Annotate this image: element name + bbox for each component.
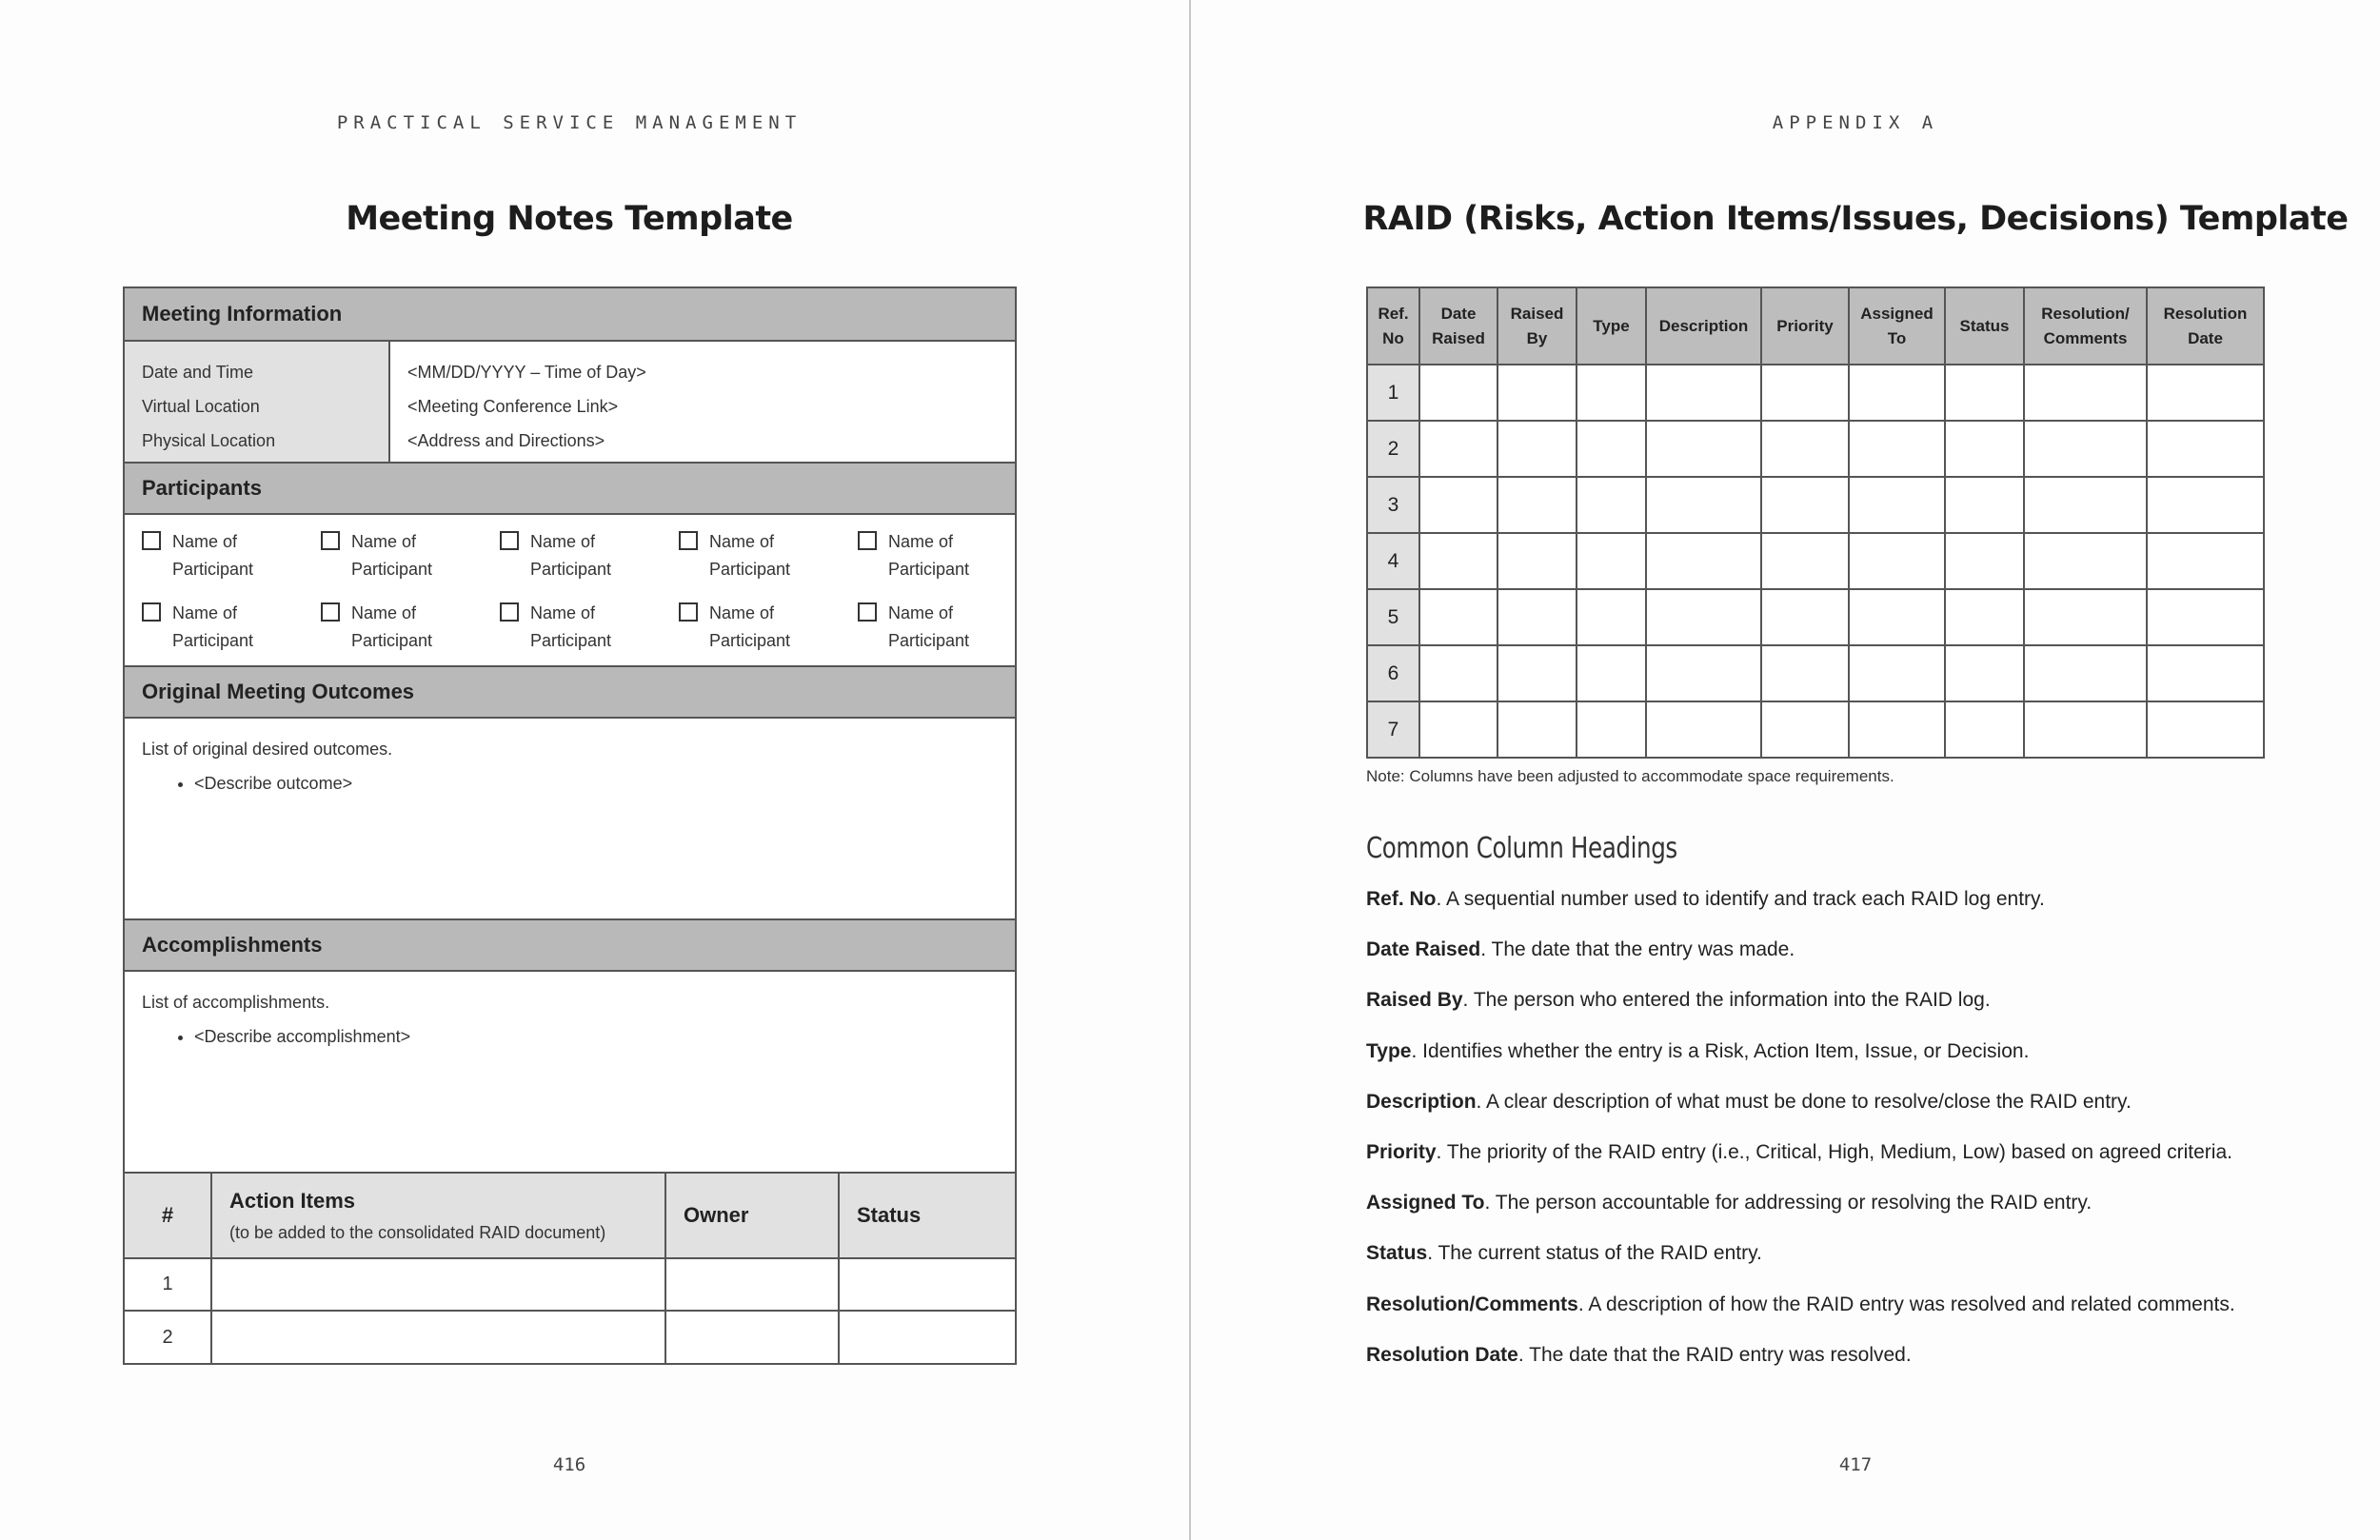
definition-text: . A clear description of what must be done to resolve/close the RAID entry. [1476,1090,2132,1113]
info-label-date: Date and Time [142,363,254,382]
table-row [1367,421,2264,477]
definition-term: Description [1366,1090,1477,1113]
raid-cell[interactable] [1577,365,1646,421]
raid-cell[interactable] [2024,421,2147,477]
left-page [0,0,1189,1540]
raid-cell[interactable] [1419,533,1497,589]
raid-cell[interactable] [1577,701,1646,758]
raid-cell[interactable] [1577,589,1646,645]
raid-cell[interactable] [2024,477,2147,533]
participant-checkbox[interactable] [321,602,340,622]
raid-cell[interactable] [2147,589,2264,645]
definition-term: Priority [1366,1140,1437,1163]
raid-cell[interactable] [2147,533,2264,589]
raid-cell[interactable] [1646,701,1761,758]
meeting-notes-title: Meeting Notes Template [346,200,793,238]
page-number-right: 417 [1838,1454,1873,1475]
definition-text: . The person who entered the information into the RAID log. [1462,989,1991,1012]
info-label-virtual: Virtual Location [142,397,260,416]
raid-cell[interactable] [1577,645,1646,701]
definition-item [1366,1192,2328,1242]
action-col-items-sub: (to be added to the consolidated RAID document) [229,1222,606,1242]
raid-cell[interactable] [1646,589,1761,645]
raid-ref-number: 6 [1367,645,1419,701]
definition-item [1366,888,2328,938]
participant-item[interactable] [500,600,679,671]
raid-ref-number: 5 [1367,589,1419,645]
raid-cell[interactable] [1761,589,1849,645]
definition-item [1366,1141,2328,1192]
action-col-items [211,1173,665,1258]
participant-label: Name of Participant [888,603,970,650]
raid-cell[interactable] [1945,701,2024,758]
table-row [1367,701,2264,758]
outcomes-heading: Original Meeting Outcomes [125,665,1015,719]
participant-label: Name of Participant [530,532,612,579]
page-number-left: 416 [552,1454,586,1475]
raid-cell[interactable] [1761,477,1849,533]
definition-item [1366,1293,2328,1344]
raid-cell[interactable] [1646,421,1761,477]
raid-cell[interactable] [1849,589,1945,645]
definition-text: . The current status of the RAID entry. [1427,1242,1762,1265]
raid-cell[interactable] [1497,645,1577,701]
raid-col-header [1577,287,1646,365]
definition-term: Raised By [1366,989,1463,1012]
participant-item[interactable] [500,528,679,600]
participant-item[interactable] [679,600,858,671]
raid-cell[interactable] [1419,365,1497,421]
raid-header-row [1367,287,2264,365]
raid-cell[interactable] [2147,645,2264,701]
raid-cell[interactable] [1849,701,1945,758]
raid-cell[interactable] [1945,645,2024,701]
participant-item[interactable] [679,528,858,600]
participant-label: Name of Participant [530,603,612,650]
action-col-owner: Owner [665,1173,839,1258]
raid-col-header [1761,287,1849,365]
action-row-number: 1 [125,1258,211,1311]
table-row [1367,533,2264,589]
raid-col-header [1367,287,1419,365]
participant-item[interactable] [321,600,500,671]
raid-cell[interactable] [1761,645,1849,701]
raid-ref-number: 3 [1367,477,1419,533]
raid-cell[interactable] [1945,365,2024,421]
participant-checkbox[interactable] [679,531,698,550]
raid-table [1366,286,2265,759]
definition-item [1366,1242,2328,1293]
raid-col-header-line: No [1382,328,1404,347]
meeting-information-heading: Meeting Information [125,288,1015,342]
raid-col-header-line: Status [1959,316,2010,335]
definition-text: . The date that the RAID entry was resolved. [1517,1343,1912,1366]
info-value-date: <MM/DD/YYYY – Time of Day> [407,363,646,382]
table-row [125,1311,1015,1363]
participant-item[interactable] [858,600,1037,671]
definition-term: Resolution Date [1366,1343,1518,1366]
raid-col-header-line: Date [1440,304,1477,323]
raid-cell[interactable] [1945,533,2024,589]
raid-cell[interactable] [1646,477,1761,533]
definition-text: . The priority of the RAID entry (i.e., Critical, High, Medium, Low) based on agreed criteria. [1436,1140,2232,1163]
definition-text: . The person accountable for addressing or resolving the RAID entry. [1484,1192,2092,1214]
accomplishments-box[interactable] [125,972,1015,1172]
raid-cell[interactable] [1497,701,1577,758]
table-row [1367,645,2264,701]
participant-checkbox[interactable] [679,602,698,622]
raid-cell[interactable] [1646,533,1761,589]
raid-col-header-line: By [1526,328,1548,347]
raid-col-header-line: Raised [1432,328,1485,347]
raid-col-header-line: Raised [1510,304,1564,323]
participant-checkbox[interactable] [858,602,877,622]
accomplishments-heading: Accomplishments [125,918,1015,972]
definition-text: . The date that the entry was made. [1480,938,1795,961]
raid-col-header-line: Description [1658,316,1749,335]
raid-cell[interactable] [1497,365,1577,421]
action-status-cell[interactable] [839,1311,1015,1363]
definitions-list [1366,888,2328,1394]
raid-cell[interactable] [2147,365,2264,421]
outcomes-intro: List of original desired outcomes. [142,740,393,759]
raid-cell[interactable] [1945,589,2024,645]
meeting-notes-form [123,286,1017,1365]
raid-col-header [1849,287,1945,365]
raid-cell[interactable] [1849,533,1945,589]
raid-col-header [1419,287,1497,365]
raid-cell[interactable] [1497,589,1577,645]
participant-label: Name of Participant [172,532,254,579]
participant-item[interactable] [142,528,321,600]
action-items-table [125,1172,1015,1363]
participant-checkbox[interactable] [142,531,161,550]
raid-ref-number: 4 [1367,533,1419,589]
table-row [1367,365,2264,421]
definition-term: Date Raised [1366,938,1481,961]
participant-label: Name of Participant [172,603,254,650]
participant-label: Name of Participant [351,532,433,579]
raid-col-header-line: Assigned [1860,304,1934,323]
raid-cell[interactable] [1497,421,1577,477]
raid-cell[interactable] [1419,701,1497,758]
raid-ref-number: 7 [1367,701,1419,758]
raid-cell[interactable] [1577,477,1646,533]
raid-cell[interactable] [1419,645,1497,701]
raid-cell[interactable] [1761,365,1849,421]
raid-cell[interactable] [1945,421,2024,477]
raid-cell[interactable] [2147,477,2264,533]
participant-checkbox[interactable] [321,531,340,550]
raid-cell[interactable] [1577,421,1646,477]
info-values-column [390,342,1015,462]
info-label-physical: Physical Location [142,431,276,450]
raid-cell[interactable] [1849,477,1945,533]
participant-checkbox[interactable] [142,602,161,622]
participant-checkbox[interactable] [500,602,519,622]
common-column-headings-title: Common Column Headings [1366,832,1677,865]
raid-cell[interactable] [2024,701,2147,758]
raid-cell[interactable] [1761,533,1849,589]
action-col-number: # [125,1173,211,1258]
right-page [1191,0,2380,1540]
action-row-number: 2 [125,1311,211,1363]
raid-col-header [1497,287,1577,365]
outcome-bullet: • <Describe outcome> [194,766,998,800]
accomplishments-list [194,1019,998,1054]
definition-term: Assigned To [1366,1192,1485,1214]
outcomes-list [194,766,998,800]
definition-item [1366,938,2328,989]
table-row [1367,477,2264,533]
definition-item [1366,1344,2328,1394]
raid-cell[interactable] [1849,421,1945,477]
raid-cell[interactable] [1419,589,1497,645]
meeting-information-grid [125,342,1015,462]
raid-cell[interactable] [1945,477,2024,533]
accomplishment-bullet: • <Describe accomplishment> [194,1019,998,1054]
running-head-left: PRACTICAL SERVICE MANAGEMENT [336,112,803,133]
raid-cell[interactable] [1577,533,1646,589]
table-row [125,1258,1015,1311]
definition-item [1366,1040,2328,1091]
raid-col-header [1945,287,2024,365]
raid-cell[interactable] [2147,421,2264,477]
raid-note: Note: Columns have been adjusted to accommodate space requirements. [1366,767,1894,785]
participant-checkbox[interactable] [500,531,519,550]
raid-col-header [2024,287,2147,365]
raid-ref-number: 2 [1367,421,1419,477]
definition-text: . Identifies whether the entry is a Risk, Action Item, Issue, or Decision. [1411,1039,2030,1062]
running-head-right: APPENDIX A [1772,112,1939,133]
raid-cell[interactable] [2024,365,2147,421]
outcomes-box[interactable] [125,719,1015,918]
raid-cell[interactable] [2024,533,2147,589]
participants-grid [125,515,1015,665]
participant-item[interactable] [142,600,321,671]
raid-col-header-line: Priority [1776,316,1834,335]
raid-col-header [1646,287,1761,365]
participants-heading: Participants [125,462,1015,515]
action-item-cell[interactable] [211,1311,665,1363]
raid-col-header-line: Resolution/ [2041,304,2130,323]
raid-cell[interactable] [1497,477,1577,533]
action-items-header-row [125,1173,1015,1258]
action-owner-cell[interactable] [665,1258,839,1311]
participant-label: Name of Participant [351,603,433,650]
raid-cell[interactable] [1646,645,1761,701]
definition-text: . A description of how the RAID entry was resolved and related comments. [1577,1293,2235,1315]
definition-term: Resolution/Comments [1366,1293,1578,1315]
raid-cell[interactable] [2024,645,2147,701]
raid-col-header [2147,287,2264,365]
participant-label: Name of Participant [888,532,970,579]
action-item-cell[interactable] [211,1258,665,1311]
raid-cell[interactable] [1761,421,1849,477]
definition-text: . A sequential number used to identify and track each RAID log entry. [1436,888,2045,910]
participant-item[interactable] [321,528,500,600]
raid-cell[interactable] [1419,477,1497,533]
raid-cell[interactable] [1849,645,1945,701]
raid-cell[interactable] [1419,421,1497,477]
raid-cell[interactable] [2147,701,2264,758]
participant-label: Name of Participant [709,603,791,650]
definition-term: Ref. No [1366,888,1437,910]
accomplishments-intro: List of accomplishments. [142,993,330,1012]
raid-col-header-line: Date [2188,328,2223,347]
definition-item [1366,989,2328,1039]
action-status-cell[interactable] [839,1258,1015,1311]
raid-col-header-line: Type [1593,316,1630,335]
definition-term: Type [1366,1039,1412,1062]
raid-ref-number: 1 [1367,365,1419,421]
info-labels-column [125,342,390,462]
raid-cell[interactable] [1646,365,1761,421]
raid-col-header-line: Comments [2043,328,2128,347]
definition-term: Status [1366,1242,1428,1265]
info-value-physical: <Address and Directions> [407,431,605,450]
raid-col-header-line: To [1887,328,1907,347]
definition-item [1366,1091,2328,1141]
raid-title: RAID (Risks, Action Items/Issues, Decisions) Template [1362,200,2349,238]
participant-item[interactable] [858,528,1037,600]
raid-cell[interactable] [1497,533,1577,589]
info-value-virtual: <Meeting Conference Link> [407,397,619,416]
action-col-status: Status [839,1173,1015,1258]
participant-checkbox[interactable] [858,531,877,550]
raid-body [1367,365,2264,758]
raid-cell[interactable] [1761,701,1849,758]
participant-label: Name of Participant [709,532,791,579]
table-row [1367,589,2264,645]
raid-cell[interactable] [2024,589,2147,645]
action-owner-cell[interactable] [665,1311,839,1363]
raid-col-header-line: Resolution [2163,304,2248,323]
raid-cell[interactable] [1849,365,1945,421]
raid-col-header-line: Ref. [1378,304,1409,323]
action-col-items-label: Action Items [229,1188,356,1213]
